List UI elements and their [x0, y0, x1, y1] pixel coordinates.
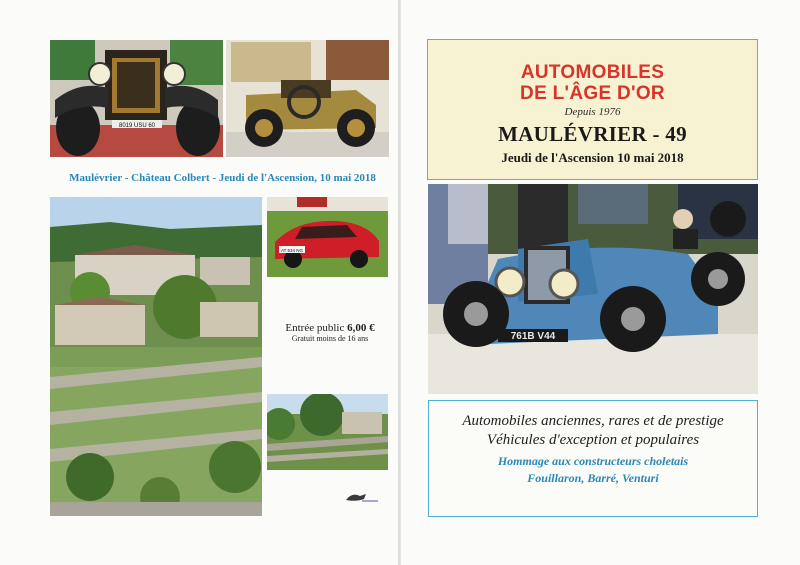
vintage-car-front-photo: [50, 40, 223, 157]
chateau-gardens-photo: [50, 197, 262, 516]
vintage-car-side-photo: [226, 40, 389, 157]
red-car-plate: AT 534 NG: [280, 248, 304, 253]
entry-label: Entrée public: [285, 322, 348, 334]
info-line-2: Véhicules d'exception et populaires: [486, 432, 700, 448]
title-line-1: AUTOMOBILES: [520, 62, 665, 83]
front-car-plate: 8019 USU 60: [118, 123, 156, 129]
event-caption: Maulévrier - Château Colbert - Jeudi de l'Ascension, 10 mai 2018: [69, 172, 376, 184]
title-line-2: DE L'ÂGE D'OR: [520, 83, 665, 104]
entry-price: 6,00 €: [347, 322, 375, 334]
race-car-plate: 761B V44: [510, 331, 556, 342]
info-line-1: Automobiles anciennes, rares et de prestige: [462, 413, 724, 429]
entry-price-block: [268, 322, 392, 343]
info-block: [428, 400, 758, 517]
entry-note: Gratuit moins de 16 ans: [291, 334, 369, 343]
date-line: Jeudi de l'Ascension 10 mai 2018: [501, 150, 684, 165]
race-car-photo: [428, 184, 758, 394]
terraced-garden-photo: [267, 394, 388, 470]
page-fold: [398, 0, 401, 565]
red-sports-car-photo: [267, 197, 388, 277]
since-line: Depuis 1976: [564, 106, 621, 118]
printer-logo-icon: [342, 486, 382, 514]
title-block: [427, 39, 758, 180]
info-line-4: Fouillaron, Barré, Venturi: [527, 471, 659, 485]
city-line: MAULÉVRIER - 49: [498, 122, 687, 146]
info-line-3: Hommage aux constructeurs choletais: [497, 454, 689, 468]
